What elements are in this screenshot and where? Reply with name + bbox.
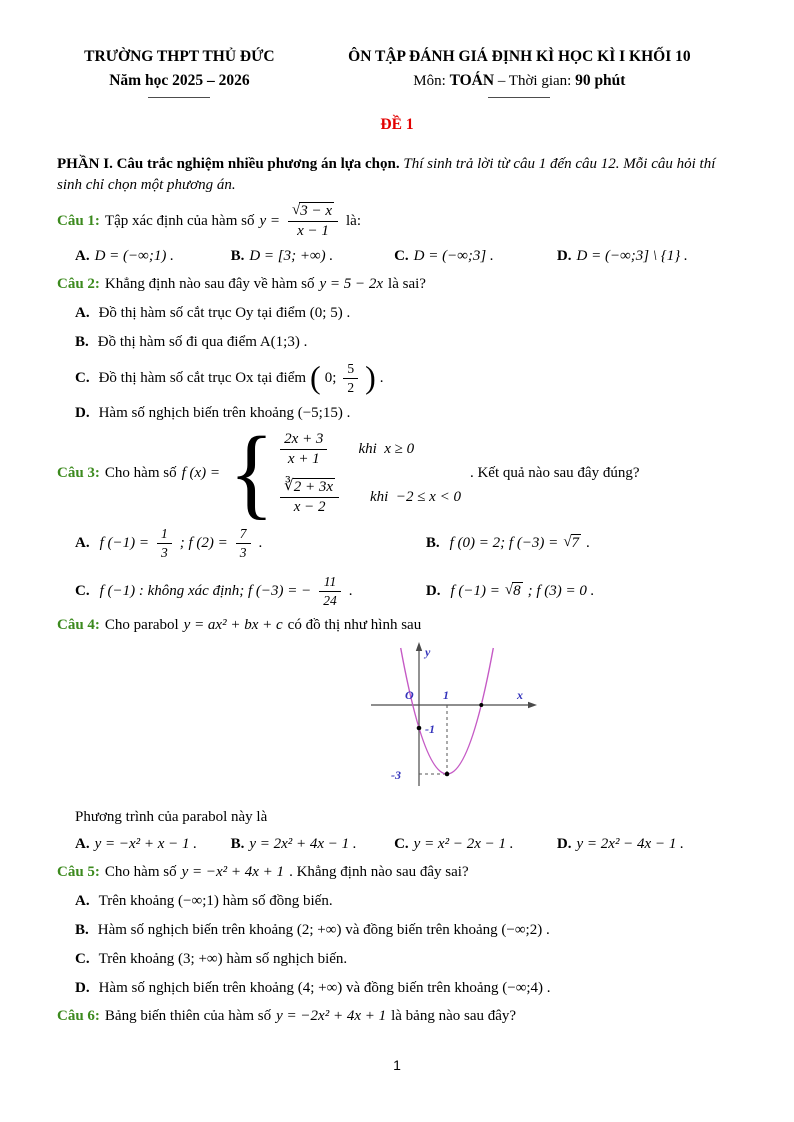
q2-option-c-dot: . bbox=[379, 369, 384, 386]
point-y-intercept bbox=[417, 726, 422, 731]
q2-option-c-frac-den: 2 bbox=[347, 379, 355, 395]
q4-option-b bbox=[231, 834, 395, 855]
q2-option-a-label: A. bbox=[75, 305, 90, 322]
q4-option-d bbox=[557, 834, 737, 855]
q1-option-b-label: B. bbox=[230, 248, 245, 265]
q5-text: Cho hàm số bbox=[104, 864, 177, 881]
q3-label: Câu 3: bbox=[57, 465, 100, 482]
q2-option-d-text: Hàm số nghịch biến trên khoảng (−5;15) . bbox=[98, 405, 351, 422]
q4-label: Câu 4: bbox=[57, 617, 100, 634]
subject-name: TOÁN bbox=[449, 72, 495, 89]
question-5 bbox=[57, 862, 737, 999]
q1-option-a bbox=[75, 246, 231, 267]
q4-option-b-label: B. bbox=[230, 836, 245, 853]
q3-option-c bbox=[75, 574, 426, 608]
time-label: – Thời gian: bbox=[494, 73, 576, 89]
q2-option-c-zero: 0; bbox=[324, 369, 337, 386]
q6-stem bbox=[57, 1006, 737, 1027]
question-3 bbox=[57, 416, 737, 608]
q1-option-c-text: D = (−∞;3] . bbox=[413, 248, 494, 265]
origin-label: O bbox=[405, 688, 414, 703]
q5-option-c-label: C. bbox=[75, 951, 90, 968]
q4-option-a-label: A. bbox=[75, 836, 90, 853]
q4-option-b-text: y = 2x² + 4x − 1 . bbox=[249, 836, 357, 853]
q4-option-d-text: y = 2x² − 4x − 1 . bbox=[576, 836, 684, 853]
q3-option-d-text1: f (−1) = bbox=[450, 582, 500, 599]
q2-option-c bbox=[75, 361, 737, 395]
q6-text-post: là bảng nào sau đây? bbox=[391, 1008, 517, 1025]
q2-stem bbox=[57, 274, 737, 295]
q6-math: y = −2x² + 4x + 1 bbox=[276, 1008, 387, 1025]
q4-stem bbox=[57, 615, 737, 636]
q3-option-b-text: f (0) = 2; f (−3) = bbox=[449, 534, 559, 551]
open-paren: ( bbox=[310, 359, 321, 396]
q2-math: y = 5 − 2x bbox=[319, 276, 384, 293]
q2-option-d bbox=[75, 403, 737, 424]
subject-prefix: Môn: bbox=[413, 73, 450, 89]
q1-option-a-text: D = (−∞;1) . bbox=[94, 248, 174, 265]
q4-below-text: Phương trình của parabol này là bbox=[75, 809, 268, 826]
q3-options bbox=[57, 526, 737, 608]
q3-case2-den: x − 2 bbox=[293, 498, 326, 515]
q3-piecewise bbox=[229, 416, 461, 530]
q1-stem bbox=[57, 203, 737, 241]
q5-option-a bbox=[75, 891, 737, 912]
question-1 bbox=[57, 203, 737, 268]
q1-option-d bbox=[557, 246, 737, 267]
exam-code: ĐỀ 1 bbox=[380, 116, 414, 133]
q6-text: Bảng biến thiên của hàm số bbox=[104, 1008, 272, 1025]
q5-option-d bbox=[75, 978, 737, 999]
q3-option-b-label: B. bbox=[425, 534, 440, 551]
time-value: 90 phút bbox=[575, 72, 626, 89]
q4-option-c-text: y = x² − 2x − 1 . bbox=[413, 836, 514, 853]
q3-option-b-sqrt: √7 bbox=[563, 533, 580, 551]
q5-option-d-label: D. bbox=[75, 980, 90, 997]
q5-option-b-label: B. bbox=[75, 922, 89, 939]
q6-label: Câu 6: bbox=[57, 1008, 100, 1025]
q4-option-a-text: y = −x² + x − 1 . bbox=[94, 836, 198, 853]
q4-option-a bbox=[75, 834, 231, 855]
q3-case2-cond: khi −2 ≤ x < 0 bbox=[370, 488, 461, 505]
sqrt-icon: √ bbox=[504, 581, 514, 598]
q3-case1-fraction bbox=[280, 431, 327, 469]
sqrt-icon: √ bbox=[563, 533, 572, 550]
close-paren: ) bbox=[365, 359, 376, 396]
point-x-intercept bbox=[479, 703, 483, 707]
q2-option-a bbox=[75, 303, 737, 324]
q3-text-post: . Kết quả nào sau đây đúng? bbox=[469, 465, 640, 482]
q3-option-c-text: f (−1) : không xác định; f (−3) = − bbox=[99, 582, 312, 599]
q1-option-d-label: D. bbox=[556, 248, 572, 265]
header-left bbox=[57, 46, 302, 98]
q3-option-d bbox=[426, 574, 737, 608]
question-2 bbox=[57, 274, 737, 424]
q2-text: Khẳng định nào sau đây về hàm số bbox=[104, 276, 315, 293]
q3-option-c-frac: $\frac{11}{24}$ bbox=[319, 574, 341, 608]
q3-option-a-end: . bbox=[258, 534, 263, 551]
q2-option-c-text: Đồ thị hàm số cắt trục Ox tại điểm bbox=[98, 369, 307, 386]
q4-text-post: có đồ thị như hình sau bbox=[287, 617, 422, 634]
school-year: Năm học 2025 – 2026 bbox=[109, 72, 250, 89]
q1-option-a-label: A. bbox=[75, 248, 90, 265]
q3-option-d-sqrt: √8 bbox=[504, 581, 521, 599]
q3-option-d-text2: ; f (3) = 0 . bbox=[527, 582, 595, 599]
q1-option-b bbox=[231, 246, 395, 267]
q2-option-c-label: C. bbox=[75, 369, 90, 386]
x-axis-arrow-icon bbox=[528, 702, 537, 708]
q2-text-post: là sai? bbox=[388, 276, 426, 293]
q3-case-1 bbox=[277, 431, 461, 469]
cbrt-icon: ∛ bbox=[284, 477, 294, 494]
q5-option-b bbox=[75, 920, 737, 941]
q2-option-c-frac-num: 5 bbox=[343, 361, 358, 379]
q1-text: Tập xác định của hàm số bbox=[104, 212, 255, 229]
q2-option-b bbox=[75, 332, 737, 353]
q1-sqrt-arg: 3 − x bbox=[300, 202, 332, 219]
q1-label: Câu 1: bbox=[57, 212, 100, 229]
parabola-graph bbox=[357, 640, 557, 792]
q4-text: Cho parabol bbox=[104, 617, 179, 634]
q4-option-d-label: D. bbox=[556, 836, 572, 853]
q3-option-b bbox=[426, 526, 737, 560]
exam-title: ÔN TẬP ĐÁNH GIÁ ĐỊNH KÌ HỌC KÌ I KHỐI 10 bbox=[348, 48, 691, 65]
q3-case1-den: x + 1 bbox=[287, 451, 320, 468]
q2-option-b-text: Đồ thị hàm số đi qua điểm A(1;3) . bbox=[97, 334, 308, 351]
q3-option-a-label: A. bbox=[75, 534, 90, 551]
q2-option-d-label: D. bbox=[75, 405, 90, 422]
q5-option-b-text: Hàm số nghịch biến trên khoảng (2; +∞) và đồng biến trên khoảng (−∞;2) . bbox=[97, 922, 550, 939]
q3-option-b-end: . bbox=[586, 534, 590, 551]
point-vertex bbox=[445, 772, 450, 777]
tick-minus3-label: -3 bbox=[391, 768, 401, 783]
q3-fx: f (x) = bbox=[181, 465, 221, 482]
y-axis-label: y bbox=[425, 645, 431, 660]
q5-options bbox=[57, 891, 737, 999]
q1-option-d-text: D = (−∞;3] \ {1} . bbox=[576, 248, 688, 265]
q5-stem bbox=[57, 862, 737, 883]
brace-icon: { bbox=[229, 416, 275, 530]
q2-option-c-fraction bbox=[343, 361, 358, 395]
q5-math: y = −x² + 4x + 1 bbox=[181, 864, 285, 881]
q3-option-d-label: D. bbox=[425, 582, 441, 599]
page-number: 1 bbox=[393, 1057, 401, 1073]
q4-option-c bbox=[394, 834, 557, 855]
q3-option-a-frac2: $\frac{7}{3}$ bbox=[236, 526, 251, 560]
school-name: TRƯỜNG THPT THỦ ĐỨC bbox=[84, 48, 275, 65]
x-axis-label: x bbox=[517, 688, 523, 703]
q1-option-c bbox=[394, 246, 557, 267]
q5-option-a-text: Trên khoảng (−∞;1) hàm số đồng biến. bbox=[98, 893, 333, 910]
q1-frac-den: x − 1 bbox=[297, 222, 329, 239]
q3-option-a-text1: f (−1) = bbox=[99, 534, 149, 551]
q3-text: Cho hàm số bbox=[104, 465, 177, 482]
subject-line bbox=[302, 70, 737, 92]
q1-option-c-label: C. bbox=[394, 248, 409, 265]
q1-math-fraction bbox=[288, 203, 338, 241]
header-right-rule bbox=[488, 97, 550, 98]
q5-label: Câu 5: bbox=[57, 864, 100, 881]
header-left-rule bbox=[148, 97, 210, 98]
q3-case-2 bbox=[277, 479, 461, 517]
y-axis-arrow-icon bbox=[416, 642, 422, 651]
q5-option-d-text: Hàm số nghịch biến trên khoảng (4; +∞) và đồng biến trên khoảng (−∞;4) . bbox=[98, 980, 551, 997]
parabola-figure bbox=[357, 640, 557, 799]
header-right bbox=[302, 46, 737, 98]
q4-options bbox=[57, 834, 737, 855]
q4-math: y = ax² + bx + c bbox=[183, 617, 283, 634]
q1-option-b-text: D = [3; +∞) . bbox=[249, 248, 334, 265]
q3-option-a-frac1: $\frac{1}{3}$ bbox=[157, 526, 172, 560]
part1-heading-italic: Thí sinh trả lời từ câu 1 đến câu 12. Mỗi câu hỏi thí sinh chỉ chọn một phương án. bbox=[57, 155, 716, 193]
tick-1-label: 1 bbox=[443, 688, 449, 703]
q2-option-b-label: B. bbox=[75, 334, 89, 351]
q1-math-lhs: y = bbox=[259, 212, 280, 229]
q3-case2-num: 2 + 3x bbox=[293, 478, 333, 495]
tick-minus1-label: -1 bbox=[425, 722, 435, 737]
q3-option-a bbox=[75, 526, 426, 560]
q2-options bbox=[57, 303, 737, 424]
q5-option-c-text: Trên khoảng (3; +∞) hàm số nghịch biến. bbox=[98, 951, 348, 968]
q5-option-a-label: A. bbox=[75, 893, 90, 910]
header bbox=[57, 46, 737, 98]
q1-options bbox=[57, 246, 737, 267]
q3-option-a-text2: ; f (2) = bbox=[179, 534, 228, 551]
part1-heading-bold: PHẦN I. Câu trắc nghiệm nhiều phương án lựa chọn. bbox=[57, 155, 404, 172]
question-4 bbox=[57, 615, 737, 855]
question-6 bbox=[57, 1006, 737, 1027]
sqrt-icon: √ bbox=[291, 201, 301, 218]
q3-case2-fraction bbox=[280, 479, 339, 517]
part1-heading bbox=[57, 154, 737, 196]
q5-option-c bbox=[75, 949, 737, 970]
q5-text-post: . Khẳng định nào sau đây sai? bbox=[289, 864, 469, 881]
q2-option-a-text: Đồ thị hàm số cắt trục Oy tại điểm (0; 5) . bbox=[98, 305, 351, 322]
q2-label: Câu 2: bbox=[57, 276, 100, 293]
q3-option-c-end: . bbox=[348, 582, 353, 599]
q3-stem bbox=[57, 416, 737, 530]
q3-option-c-label: C. bbox=[75, 582, 90, 599]
q1-text-post: là: bbox=[346, 212, 361, 229]
q4-option-c-label: C. bbox=[394, 836, 409, 853]
q3-case1-cond: khi x ≥ 0 bbox=[358, 441, 415, 458]
q3-case1-num: 2x + 3 bbox=[280, 431, 327, 450]
